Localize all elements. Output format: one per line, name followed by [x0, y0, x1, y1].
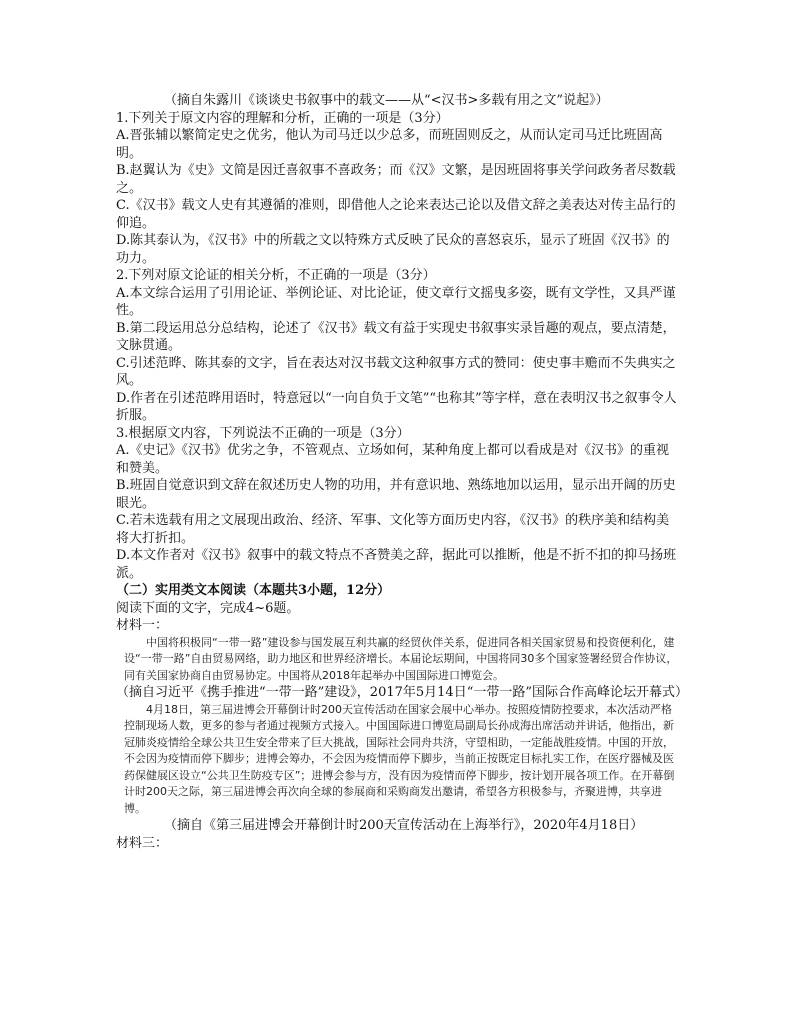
question-2-stem: 2.下列对原文论证的相关分析，不正确的一项是（3分） — [116, 268, 436, 283]
question-2-option-b: B.第二段运用总分总结构，论述了《汉书》载文有益于实现史书叙事实录旨趣的观点，要点清楚，文脉贯通。 — [116, 320, 676, 353]
question-2-option-c: C.引述范晔、陈其泰的文字，旨在表达对汉书载文这种叙事方式的赞同：使史事丰赡而不失典实之风。 — [116, 355, 676, 388]
section-2-instruction: 阅读下面的文字，完成4~6题。 — [116, 600, 300, 616]
question-1-option-c: C.《汉书》载文人史有其遵循的准则，即借他人之论来表达己论以及借文辞之美表达对传主品行的仰追。 — [116, 198, 676, 231]
material-2-source: （摘自《第三届进博会开幕倒计时200天宣传活动在上海举行》，2020年4月18日） — [164, 818, 644, 833]
material-1-text: 中国将积极同“一带一路”建设参与国发展互利共赢的经贸伙伴关系，促进同各相关国家贸易和投资便利化，建设“一带一路”自由贸易网络，助力地区和世界经济增长。本届论坛期间，中国将同30多个国家签署经贸合作协议，同有关国家协商自由贸易协定。中国将从2018年起举办中国国际进口博览会。 — [124, 635, 678, 682]
question-1-stem: 1.下列关于原文内容的理解和分析，正确的一项是（3分） — [116, 110, 449, 126]
question-1-option-d: D.陈其泰认为，《汉书》中的所载之文以特殊方式反映了民众的喜怒哀乐，显示了班固《汉书》的功力。 — [116, 233, 670, 266]
section-2-title: （二）实用类文本阅读（本题共3小题，12分） — [116, 583, 391, 598]
source-citation-1: （摘自朱露川《谈谈史书叙事中的载文——从“<汉书>多载有用之文”说起》） — [164, 93, 609, 108]
question-3-option-b: B.班固自觉意识到文辞在叙述历史人物的功用，并有意识地、熟练地加以运用，显示出开阔的历史眼光。 — [116, 478, 676, 511]
question-1-option-b: B.赵翼认为《史》文简是因迁喜叙事不喜政务；而《汉》文繁，是因班固将事关学问政务者尽数载之。 — [116, 163, 676, 196]
material-1-label: 材料一： — [116, 618, 169, 633]
document-page — [116, 92, 688, 852]
material-1-source: （摘自习近平《携手推进“一带一路”建设》，2017年5月14日“一带一路”国际合作高峰论坛开幕式） — [116, 685, 688, 700]
question-2-option-a: A.本文综合运用了引用论证、举例论证、对比论证，使文章行文摇曳多姿，既有文学性，又具严谨性。 — [116, 285, 676, 318]
question-3-option-a: A.《史记》《汉书》优劣之争，不管观点、立场如何，某种角度上都可以看成是对《汉书》的重视和赞美。 — [116, 443, 670, 476]
material-3-label: 材料三： — [116, 835, 169, 851]
question-2-option-d: D.作者在引述范晔用语时，特意冠以“一向自负于文笔”“也称其”等字样，意在表明汉书之叙事令人折服。 — [116, 390, 677, 423]
question-1-option-a: A.晋张辅以繁简定史之优劣，他认为司马迁以少总多，而班固则反之，从而认定司马迁比班固高明。 — [116, 128, 663, 161]
material-2-text: 4月18日，第三届进博会开幕倒计时200天宣传活动在国家会展中心举办。按照疫情防控要求，本次活动严格控制现场人数，更多的参与者通过视频方式接入。中国国际进口博览局副局长孙成海出席活动并讲话，他指出，新冠肺炎疫情给全球公共卫生安全带来了巨大挑战，国际社会同舟共济，守望相助，一定能战胜疫情。中国的开放，不会因为疫情而停下脚步；进博会筹办，不会因为疫情而停下脚步，当前正按既定目标扎实工作，在医疗器械及医药保健展区设立“公共卫生防疫专区”；进博会参与方，没有因为疫情而停下脚步，按计划开展各项工作。在开幕倒计时200天之际，第三届进博会再次向全球的参展商和采购商发出邀请，希望各方积极参与，齐聚进博，共享进博。 — [124, 702, 675, 815]
question-3-option-c: C.若未选载有用之文展现出政治、经济、军事、文化等方面历史内容，《汉书》的秩序美和结构美将大打折扣。 — [116, 513, 670, 546]
question-3-stem: 3.根据原文内容，下列说法不正确的一项是（3分） — [116, 425, 410, 441]
question-3-option-d: D.本文作者对《汉书》叙事中的载文特点不吝赞美之辞，据此可以推断，他是不折不扣的抑马扬班派。 — [116, 548, 677, 581]
